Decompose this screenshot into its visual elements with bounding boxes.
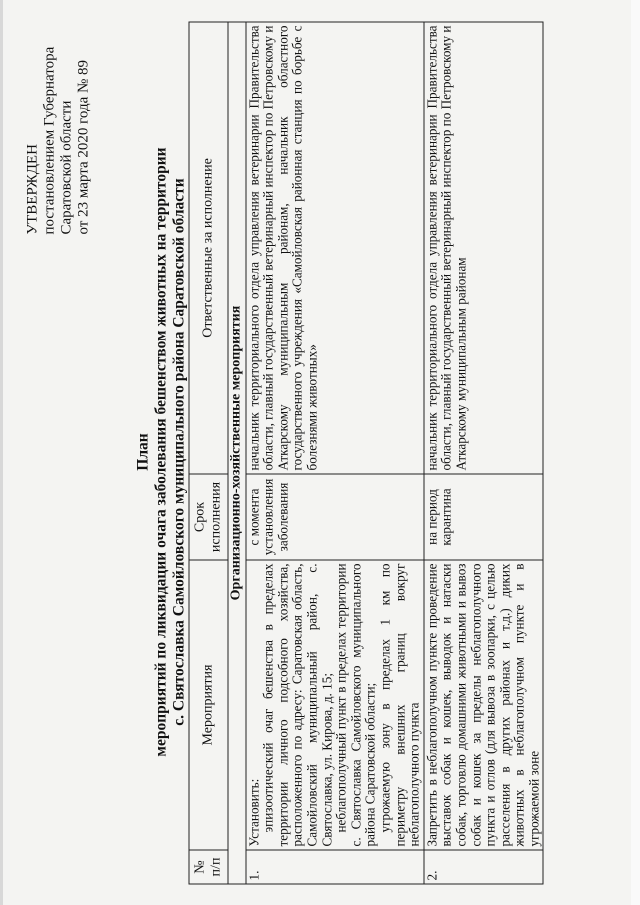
row-responsible: начальник территориального отдела управления ветеринарии Правительства области, главный государственный ветеринарный инспектор по Петровскому и Аткарскому муниципальным районам (424, 22, 544, 474)
row-num: 2. (424, 850, 544, 884)
header-term: Срок исполнения (189, 474, 228, 560)
table-row (424, 22, 544, 884)
approval-line-3: Саратовской области (58, 100, 75, 235)
plan-table (189, 22, 544, 885)
measure-item: угрожаемую зону в пределах 1 км по периметру внешних границ вокруг неблагополучного пункта (377, 563, 422, 847)
table-header-row (189, 22, 228, 884)
section-row (228, 22, 246, 884)
row-measures (246, 560, 424, 850)
row-measures: Запретить в неблагополучном пункте проведение выставок собак и кошек, выводок и натаски собак, торговлю домашними животными и вывоз собак и кошек за пределы неблагополучного пункта и отлов (для вывоза в зоопарки, с целью расселения в других районах и т.д.) диких животных в неблагополучном пункте и в угрожаемой зоне (424, 560, 544, 850)
approval-line-2: постановлением Губернатора (41, 46, 58, 235)
header-responsible: Ответственные за исполнение (189, 22, 228, 474)
row-num: 1. (246, 850, 424, 884)
document-title (135, 20, 189, 885)
header-num: № п/п (189, 850, 228, 884)
table-row (246, 22, 424, 884)
measure-item: неблагополучный пункт в пределах территории с. Святославка Самойловского муниципального района Саратовской области; (333, 563, 378, 847)
rotated-content (19, 20, 629, 885)
title-line-3: с. Святославка Самойловского муниципального района Саратовской области (170, 178, 188, 726)
section-title: Организационно-хозяйственные мероприятия (228, 22, 246, 884)
measure-intro: Установить: (246, 778, 262, 847)
approval-line-1: УТВЕРЖДЕН (24, 144, 41, 235)
title-line-1: План (134, 433, 152, 471)
title-line-2: мероприятий по ликвидации очага заболевания бешенством животных на территории (152, 147, 170, 757)
row-term: с момента установления заболевания (246, 474, 424, 560)
measure-item: эпизоотический очаг бешенства в пределах территории личного подсобного хозяйства, расположенного по адресу: Саратовская область, Самойловский муниципальный район, с. Святославка, ул. Кирова, д. 15; (260, 563, 335, 847)
row-term: на период карантина (424, 474, 544, 560)
header-measures: Мероприятия (189, 560, 228, 850)
approval-stamp (25, 25, 93, 235)
row-responsible: начальник территориального отдела управления ветеринарии Правительства области, главный государственный ветеринарный инспектор по Петровскому и Аткарскому муниципальным районам, начальник областного государственного учреждения «Самойловская районная станция по борьбе с болезнями животных» (246, 22, 424, 474)
approval-line-4: от 23 марта 2020 года № 89 (75, 59, 92, 235)
